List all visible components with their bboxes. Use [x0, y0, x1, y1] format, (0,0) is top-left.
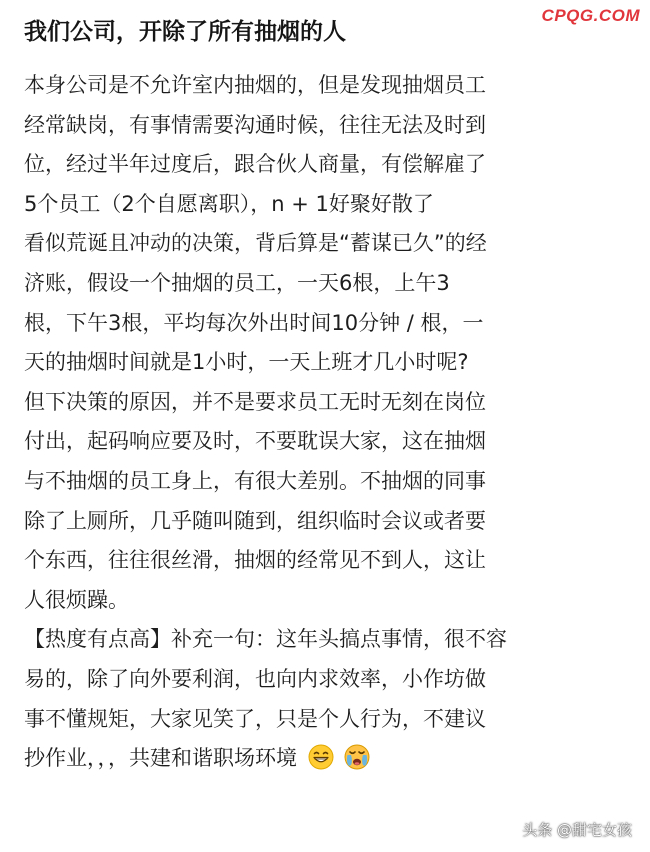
body-line: 济账，假设一个抽烟的员工，一天6根，上午3 — [24, 270, 450, 295]
body-line: 天的抽烟时间就是1小时，一天上班才几小时呢? — [24, 350, 469, 375]
body-line: 与不抽烟的员工身上，有很大差别。不抽烟的同事 — [24, 468, 486, 493]
body-line: 付出，起码响应要及时，不要耽误大家，这在抽烟 — [24, 429, 486, 454]
body-last-line — [24, 739, 628, 779]
body-line: 易的，除了向外要利润，也向内求效率，小作坊做 — [24, 666, 486, 691]
attribution-text: 头条 @甜宅女孩 — [522, 821, 632, 839]
body-line: 事不懂规矩，大家见笑了，只是个人行为，不建议 — [24, 706, 486, 731]
body-line: 根，下午3根，平均每次外出时间10分钟 / 根，一 — [24, 310, 484, 335]
body-line: 个东西，往往很丝滑，抽烟的经常见不到人，这让 — [24, 548, 486, 573]
post-title: 我们公司，开除了所有抽烟的人 — [24, 19, 346, 45]
body-line: 除了上厕所，几乎随叫随到，组织临时会议或者要 — [24, 508, 486, 533]
body-line: 本身公司是不允许室内抽烟的，但是发现抽烟员工 — [24, 73, 486, 97]
body-last-line-text: 抄作业，，，共建和谐职场环境 — [24, 746, 297, 771]
crying-face-icon — [344, 744, 370, 770]
grinning-face-icon — [308, 744, 334, 770]
body-line: 经常缺岗，有事情需要沟通时候，往往无法及时到 — [24, 112, 486, 137]
author-attribution — [522, 819, 632, 840]
body-line: 【热度有点高】补充一句：这年头搞点事情，很不容 — [24, 627, 507, 652]
post-body — [24, 66, 628, 779]
site-watermark: CPQG.COM — [541, 6, 640, 25]
body-line: 但下决策的原因，并不是要求员工无时无刻在岗位 — [24, 389, 486, 414]
body-line: 位，经过半年过度后，跟合伙人商量，有偿解雇了 — [24, 152, 486, 177]
post — [24, 14, 628, 779]
body-line: 5个员工（2个自愿离职），n + 1好聚好散了 — [24, 191, 434, 216]
body-line: 人很烦躁。 — [24, 587, 129, 612]
body-line: 看似荒诞且冲动的决策，背后算是“蓄谋已久”的经 — [24, 231, 487, 256]
